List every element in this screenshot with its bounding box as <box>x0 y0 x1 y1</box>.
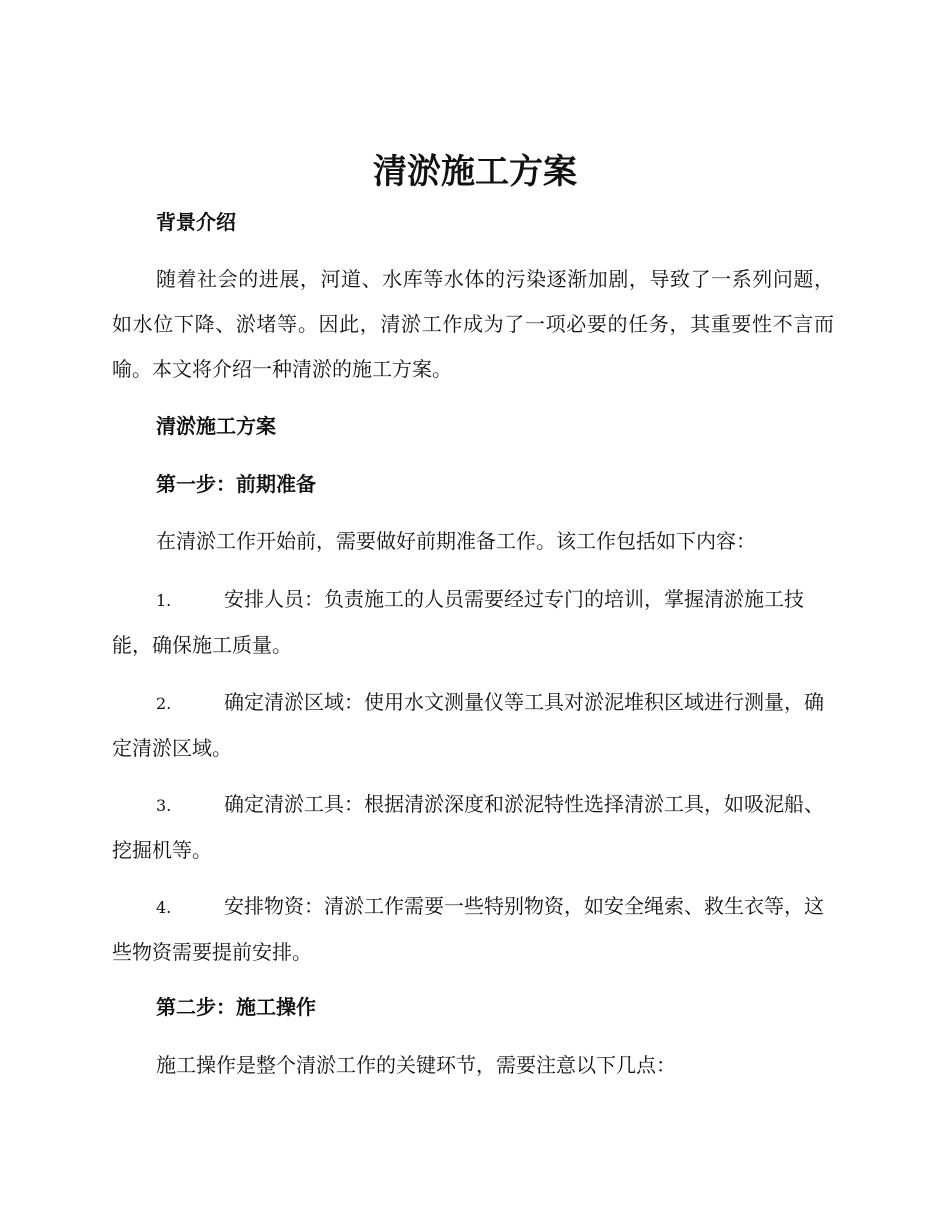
step2-intro-paragraph: 施工操作是整个清淤工作的关键环节，需要注意以下几点： <box>156 1053 676 1077</box>
step2-heading: 第二步：施工操作 <box>156 995 316 1019</box>
list-item-number: 3. <box>156 796 172 815</box>
list-item <box>112 680 834 771</box>
background-paragraph: 随着社会的进展，河道、水库等水体的污染逐渐加剧，导致了一系列问题，如水位下降、淤堵等。因此，清淤工作成为了一项必要的任务，其重要性不言而喻。本文将介绍一种清淤的施工方案。 <box>112 267 834 381</box>
list-item-text: 确定清淤区域：使用水文测量仪等工具对淤泥堆积区域进行测量，确定清淤区域。 <box>112 690 824 760</box>
list-item-text: 确定清淤工具：根据清淤深度和淤泥特性选择清淤工具，如吸泥船、挖掘机等。 <box>112 792 824 862</box>
list-item <box>112 577 834 668</box>
list-item-number: 1. <box>156 591 172 610</box>
list-item <box>112 782 834 873</box>
list-item <box>112 884 834 975</box>
document-title: 清淤施工方案 <box>373 152 577 192</box>
list-item-number: 2. <box>156 694 172 713</box>
step1-heading: 第一步：前期准备 <box>156 472 316 496</box>
list-item-text: 安排物资：清淤工作需要一些特别物资，如安全绳索、救生衣等，这些物资需要提前安排。 <box>112 894 824 964</box>
plan-heading: 清淤施工方案 <box>156 414 276 438</box>
list-item-text: 安排人员：负责施工的人员需要经过专门的培训，掌握清淤施工技能，确保施工质量。 <box>112 587 804 657</box>
background-heading: 背景介绍 <box>156 210 236 234</box>
step1-intro-paragraph: 在清淤工作开始前，需要做好前期准备工作。该工作包括如下内容： <box>156 529 756 553</box>
list-item-number: 4. <box>156 898 172 917</box>
